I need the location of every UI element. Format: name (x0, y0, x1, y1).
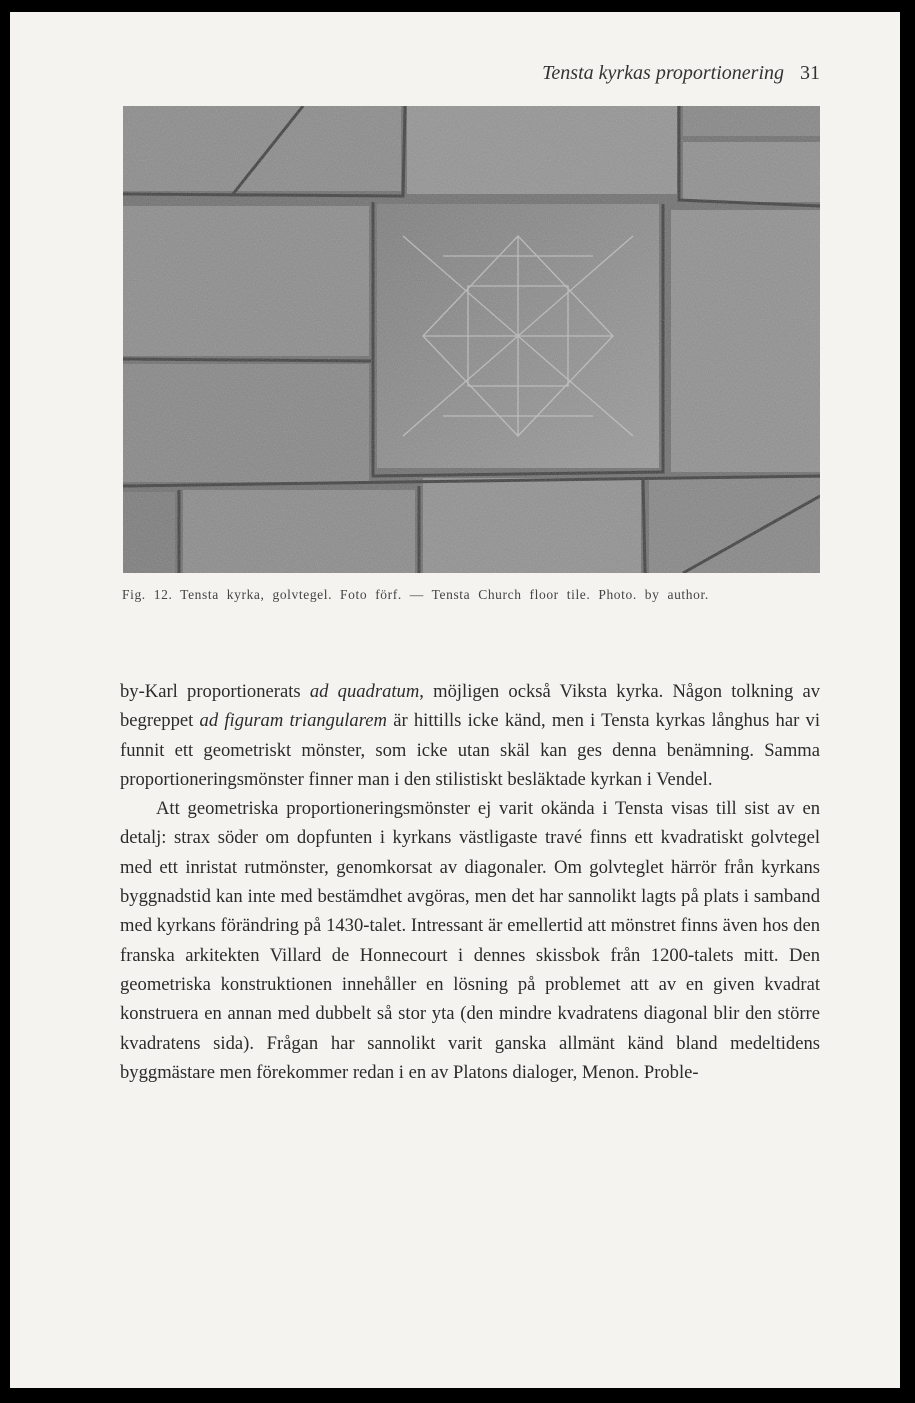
book-page (10, 12, 900, 1388)
floor-tile-photo (123, 106, 820, 573)
paragraph: by-Karl proportionerats ad quadratum, möjligen också Viksta kyrka. Någon tolkning av begreppet ad figuram triangularem är hittills icke känd, men i Tensta kyrkas långhus har vi funnit ett geometriskt mönster, som icke utan skäl kan ges denna benämning. Samma proportioneringsmönster finner man i den stilistiskt besläktade kyrkan i Vendel. (120, 681, 821, 790)
paragraph: Att geometriska proportioneringsmönster ej varit okända i Tensta visas till sist av en detalj: strax söder om dopfunten i kyrkans västligaste travé finns ett kvadratiskt golvtegel med ett inristat rutmönster, genomkorsat av diagonaler. Om golvteglet härrör från kyrkans byggnadstid kan inte med bestämdhet avgöras, men det har sannolikt lagts på plats i samband med kyrkans förändring på 1430-talet. Intressant är emellertid att mönstret finns även hos den franska arkitekten Villard de Honnecourt i dennes skissbok från 1200-talets mitt. Den geometriska konstruktionen innehåller en lösning på problemet att av en given kvadrat konstruera en annan med dubbelt så stor yta (den mindre kvadratens diagonal blir den större kvadratens sida). Frågan har sannolikt varit ganska allmänt känd bland medeltidens byggmästare men förekommer redan i en av Platons dialoger, Menon. Proble- (120, 798, 820, 1083)
running-header (542, 62, 820, 85)
floor-tile-image (123, 106, 820, 573)
running-title: Tensta kyrkas proportionering (542, 62, 784, 84)
body-text (120, 677, 820, 1087)
figure-caption: Fig. 12. Tensta kyrka, golvtegel. Foto förf. — Tensta Church floor tile. Photo. by author. (122, 587, 709, 602)
page-number: 31 (800, 62, 820, 84)
